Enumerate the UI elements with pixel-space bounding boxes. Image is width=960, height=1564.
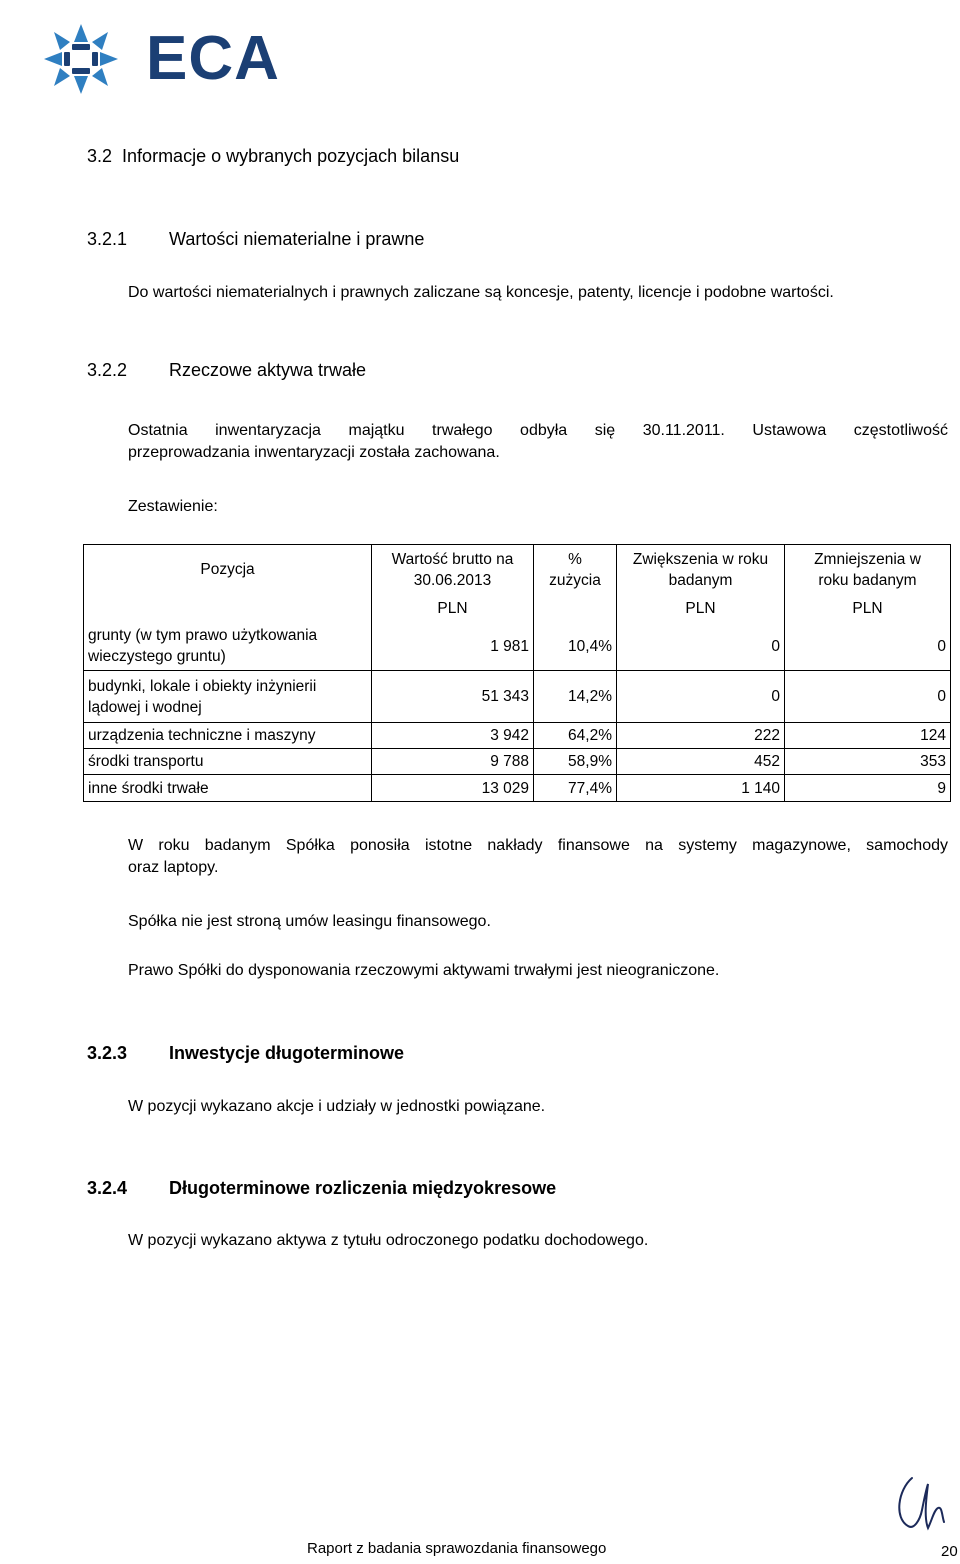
section-title: Informacje o wybranych pozycjach bilansu bbox=[122, 146, 460, 166]
header-wear bbox=[534, 545, 617, 595]
unit-decrease: PLN bbox=[785, 595, 951, 623]
section-title: Inwestycje długoterminowe bbox=[169, 1043, 405, 1063]
header-gross-line2: 30.06.2013 bbox=[413, 571, 492, 589]
section-heading-3-2-1 bbox=[87, 229, 424, 250]
row-decrease: 9 bbox=[785, 775, 951, 802]
header-gross-line1: Wartość brutto na bbox=[391, 550, 514, 568]
row-wear: 77,4% bbox=[534, 775, 617, 802]
row-name: urządzenia techniczne i maszyny bbox=[84, 723, 372, 749]
unit-gross: PLN bbox=[372, 595, 534, 623]
header-increase-line1: Zwiększenia w roku bbox=[632, 550, 769, 568]
header-position: Pozycja bbox=[84, 545, 372, 623]
section-title: Długoterminowe rozliczenia międzyokresowe bbox=[169, 1178, 557, 1198]
footer-title: Raport z badania sprawozdania finansowego bbox=[307, 1540, 607, 1557]
row-wear: 14,2% bbox=[534, 671, 617, 723]
paragraph-leasing: Spółka nie jest stroną umów leasingu finansowego. bbox=[128, 913, 491, 930]
row-gross: 1 981 bbox=[372, 623, 534, 671]
row-name bbox=[84, 623, 372, 671]
row-increase: 1 140 bbox=[617, 775, 785, 802]
header-wear-line1: % bbox=[568, 550, 582, 568]
header-decrease-line2: roku badanym bbox=[818, 571, 917, 589]
row-wear: 10,4% bbox=[534, 623, 617, 671]
paragraph-prepayments: W pozycji wykazano aktywa z tytułu odroczonego podatku dochodowego. bbox=[128, 1232, 649, 1249]
section-number: 3.2 bbox=[87, 146, 113, 166]
row-increase: 222 bbox=[617, 723, 785, 749]
eca-logo bbox=[42, 22, 280, 96]
header-decrease bbox=[785, 545, 951, 595]
row-gross: 51 343 bbox=[372, 671, 534, 723]
row-name-line1: budynki, lokale i obiekty inżynierii bbox=[88, 677, 317, 695]
unit-increase: PLN bbox=[617, 595, 785, 623]
paragraph-line: oraz laptopy. bbox=[128, 859, 219, 876]
paragraph-line: Ostatnia inwentaryzacja majątku trwałego odbyła się 30.11.2011. Ustawowa częstotliwość bbox=[128, 422, 948, 439]
section-title: Wartości niematerialne i prawne bbox=[169, 229, 425, 249]
row-wear: 58,9% bbox=[534, 749, 617, 775]
table-row bbox=[84, 749, 951, 775]
paragraph-rights: Prawo Spółki do dysponowania rzeczowymi aktywami trwałymi jest nieograniczone. bbox=[128, 962, 720, 979]
section-heading-3-2-4 bbox=[87, 1178, 556, 1199]
row-decrease: 124 bbox=[785, 723, 951, 749]
row-name: inne środki trwałe bbox=[84, 775, 372, 802]
table-row bbox=[84, 723, 951, 749]
row-increase: 452 bbox=[617, 749, 785, 775]
section-number: 3.2.1 bbox=[87, 229, 128, 249]
row-name bbox=[84, 671, 372, 723]
header-gross bbox=[372, 545, 534, 595]
section-heading-3-2-2 bbox=[87, 360, 366, 381]
header-decrease-line1: Zmniejszenia w bbox=[814, 550, 921, 568]
paragraph-long-term-investments: W pozycji wykazano akcje i udziały w jednostki powiązane. bbox=[128, 1098, 546, 1115]
table-row bbox=[84, 671, 951, 723]
signature-mark bbox=[888, 1470, 950, 1536]
header-increase bbox=[617, 545, 785, 595]
page-number: 20 bbox=[941, 1543, 958, 1560]
row-wear: 64,2% bbox=[534, 723, 617, 749]
row-gross: 3 942 bbox=[372, 723, 534, 749]
row-gross: 13 029 bbox=[372, 775, 534, 802]
paragraph-intangibles: Do wartości niematerialnych i prawnych zaliczane są koncesje, patenty, licencje i podobne wartości. bbox=[128, 284, 834, 301]
paragraph-line: W roku badanym Spółka ponosiła istotne nakłady finansowe na systemy magazynowe, samochody bbox=[128, 837, 948, 854]
row-decrease: 0 bbox=[785, 671, 951, 723]
table-row bbox=[84, 775, 951, 802]
row-increase: 0 bbox=[617, 671, 785, 723]
logo-text: ECA bbox=[146, 24, 280, 93]
star-emblem-icon bbox=[42, 22, 120, 96]
section-heading-3-2 bbox=[87, 146, 459, 167]
row-increase: 0 bbox=[617, 623, 785, 671]
summary-label: Zestawienie: bbox=[128, 498, 218, 515]
section-heading-3-2-3 bbox=[87, 1043, 404, 1064]
row-gross: 9 788 bbox=[372, 749, 534, 775]
row-decrease: 353 bbox=[785, 749, 951, 775]
section-number: 3.2.4 bbox=[87, 1178, 128, 1198]
table-row bbox=[84, 623, 951, 671]
fixed-assets-table bbox=[83, 544, 951, 802]
section-title: Rzeczowe aktywa trwałe bbox=[169, 360, 367, 380]
paragraph-investments bbox=[128, 835, 948, 879]
unit-wear-empty bbox=[534, 595, 617, 623]
paragraph-inventory bbox=[128, 420, 948, 464]
row-name-line2: wieczystego gruntu) bbox=[88, 648, 226, 666]
paragraph-line: przeprowadzania inwentaryzacji została zachowana. bbox=[128, 444, 500, 461]
row-name-line2: lądowej i wodnej bbox=[88, 698, 202, 716]
section-number: 3.2.3 bbox=[87, 1043, 128, 1063]
row-decrease: 0 bbox=[785, 623, 951, 671]
header-wear-line2: zużycia bbox=[549, 571, 601, 589]
row-name-line1: grunty (w tym prawo użytkowania bbox=[88, 627, 318, 645]
row-name: środki transportu bbox=[84, 749, 372, 775]
section-number: 3.2.2 bbox=[87, 360, 128, 380]
table-header-row bbox=[84, 545, 951, 595]
header-increase-line2: badanym bbox=[668, 571, 733, 589]
